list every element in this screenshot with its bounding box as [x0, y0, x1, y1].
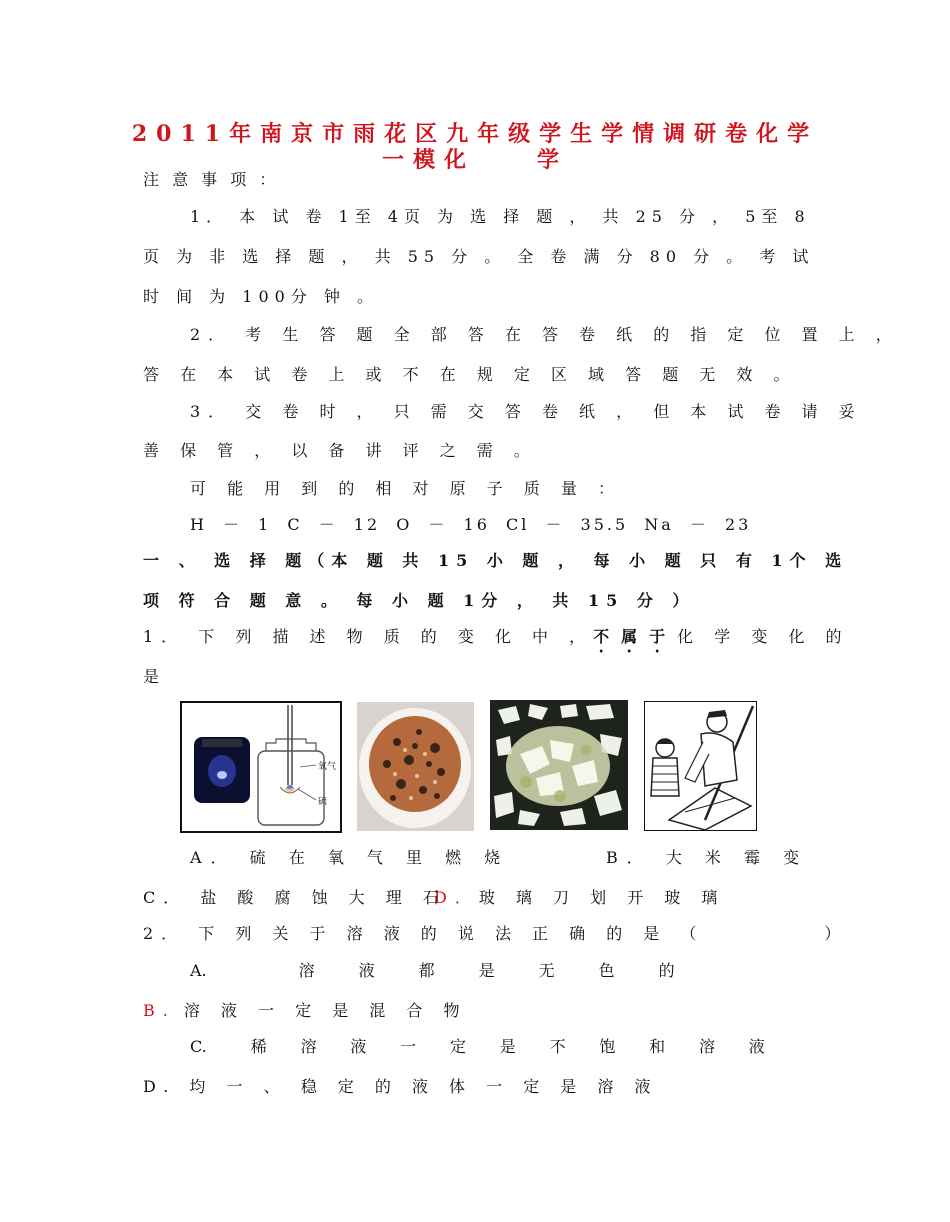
- note-1-line-3: 时 间 为 100分 钟 。: [143, 287, 379, 306]
- q1-option-d-letter: D．: [434, 888, 479, 907]
- notes-heading: 注 意 事 项 ：: [143, 170, 280, 189]
- page-title: 2011年南京市雨花区九年级学生学情调研卷化学: [131, 121, 819, 147]
- q2-option-c-text: 稀 溶 液 一 定 是 不 饱 和 溶 液: [250, 1037, 766, 1056]
- sulfur-burning-illustration: [182, 703, 340, 831]
- q1-stem-end: 是: [143, 667, 160, 686]
- glass-cutting-illustration: [645, 702, 756, 830]
- note-1-line-1: 1． 本 试 卷 1至 4页 为 选 择 题 ， 共 25 分 ， 5至 8: [190, 207, 811, 226]
- figure-marble-acid: [490, 700, 628, 830]
- q1-stem: [143, 624, 850, 656]
- section-1-heading-line-1: 一 、 选 择 题（本 题 共 15 小 题 ， 每 小 题 只 有 1个 选: [143, 551, 849, 570]
- page-subtitle: 一模化 学: [381, 147, 568, 173]
- note-1-line-2: 页 为 非 选 择 题 ， 共 55 分 。 全 卷 满 分 80 分 。 考 试: [143, 247, 815, 266]
- q1-option-a: A． 硫 在 氧 气 里 燃 烧: [190, 848, 510, 867]
- q1-stem-emphasis: 不属于: [593, 627, 678, 646]
- figure-sulfur-burning: [180, 701, 342, 833]
- q2-option-b-letter: B.: [143, 1001, 176, 1020]
- q1-option-c: C． 盐 酸 腐 蚀 大 理 石: [143, 888, 447, 907]
- section-1-heading-line-2: 项 符 合 题 意 。 每 小 题 1分 ， 共 15 分 ）: [143, 591, 696, 610]
- q1-stem-post: 化 学 变 化 的: [677, 627, 850, 646]
- figure-moldy-rice: [357, 702, 474, 831]
- note-2-line-1: 2． 考 生 答 题 全 部 答 在 答 卷 纸 的 指 定 位 置 上 ，: [190, 325, 900, 344]
- label-oxygen: 氧气: [318, 762, 337, 772]
- q2-option-b-text: 溶 液 一 定 是 混 合 物: [183, 1001, 468, 1020]
- note-3-line-2: 善 保 管 ， 以 备 讲 评 之 需 。: [143, 441, 538, 460]
- figure-glass-cutting: [644, 701, 757, 831]
- q2-option-a-letter: A.: [190, 961, 207, 980]
- q2-option-c-letter: C.: [190, 1037, 207, 1056]
- q2-option-a-text: 溶 液 都 是 无 色 的: [298, 961, 679, 980]
- q2-option-d: D. 均 一 、 稳 定 的 液 体 一 定 是 溶 液: [143, 1077, 659, 1096]
- label-sulfur: 硫: [318, 797, 328, 807]
- q2-option-a: [190, 958, 679, 981]
- q1-option-d-text: 玻 璃 刀 划 开 玻 璃: [478, 888, 726, 907]
- marble-acid-illustration: [490, 700, 628, 830]
- note-2-line-2: 答 在 本 试 卷 上 或 不 在 规 定 区 域 答 题 无 效 。: [143, 365, 798, 384]
- q1-option-b: B． 大 米 霉 变: [606, 848, 809, 867]
- q1-stem-pre: 1． 下 列 描 述 物 质 的 变 化 中 ，: [143, 627, 594, 646]
- moldy-rice-illustration: [357, 702, 474, 831]
- q1-option-d: [434, 885, 725, 908]
- q2-option-c: [190, 1034, 765, 1057]
- atomic-mass-heading: 可 能 用 到 的 相 对 原 子 质 量 ：: [190, 479, 622, 498]
- q2-option-b: [143, 998, 467, 1021]
- note-3-line-1: 3． 交 卷 时 ， 只 需 交 答 卷 纸 ， 但 本 试 卷 请 妥: [190, 402, 863, 421]
- q2-stem: 2． 下 列 关 于 溶 液 的 说 法 正 确 的 是 （ ）: [143, 924, 849, 943]
- atomic-mass-values: H － 1 C － 12 O － 16 Cl － 35.5 Na － 23: [190, 515, 752, 534]
